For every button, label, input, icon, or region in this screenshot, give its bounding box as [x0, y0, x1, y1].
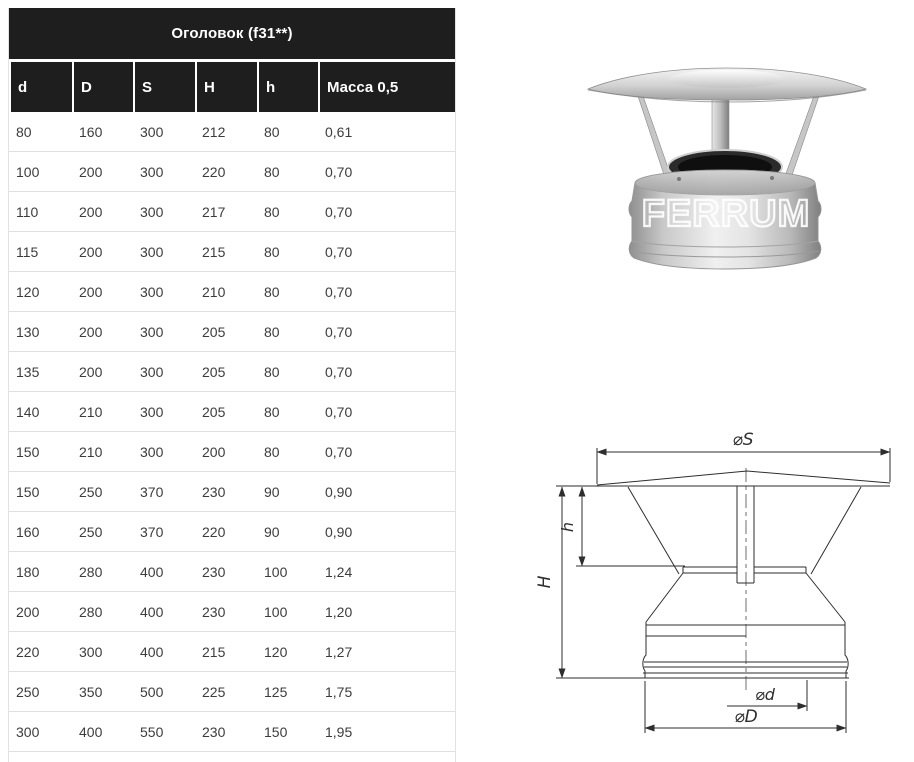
table-row: [9, 152, 455, 192]
table-row: [9, 472, 455, 512]
spec-cell-mass: 0,70: [318, 312, 455, 352]
spec-table-region: [8, 8, 456, 762]
spec-table: [9, 8, 455, 752]
drum-top-rim: [635, 170, 815, 195]
column-header: h: [257, 62, 318, 112]
table-row: [9, 112, 455, 152]
spec-cell-H: 205: [195, 352, 257, 392]
column-header: d: [9, 62, 72, 112]
dim-label-h: h: [558, 521, 577, 533]
spec-cell-h: 125: [257, 672, 318, 712]
spec-cell-H: 230: [195, 712, 257, 752]
body-shoulders: [646, 573, 845, 622]
spec-cell-d: 180: [9, 552, 72, 592]
spec-cell-mass: 1,75: [318, 672, 455, 712]
table-row: [9, 672, 455, 712]
spec-cell-D: 210: [72, 392, 133, 432]
spec-cell-D: 280: [72, 552, 133, 592]
cap-dome-highlight: [669, 70, 785, 88]
spec-cell-D: 200: [72, 232, 133, 272]
spec-cell-mass: 1,24: [318, 552, 455, 592]
table-row: [9, 192, 455, 232]
cone-left-line: [628, 487, 679, 574]
spec-cell-S: 400: [133, 632, 195, 672]
spec-cell-h: 80: [257, 192, 318, 232]
spec-cell-h: 80: [257, 432, 318, 472]
cone-right-line: [811, 487, 861, 574]
spec-cell-S: 300: [133, 392, 195, 432]
table-row: [9, 592, 455, 632]
spec-cell-H: 200: [195, 432, 257, 472]
spec-cell-D: 200: [72, 352, 133, 392]
column-header: S: [133, 62, 195, 112]
spec-cell-mass: 0,70: [318, 392, 455, 432]
spec-cell-d: 115: [9, 232, 72, 272]
spec-cell-H: 230: [195, 552, 257, 592]
dim-label-d: ⌀d: [755, 685, 775, 704]
spec-cell-d: 150: [9, 472, 72, 512]
spec-cell-S: 300: [133, 152, 195, 192]
table-row: [9, 712, 455, 752]
spec-cell-h: 80: [257, 352, 318, 392]
spec-cell-D: 250: [72, 472, 133, 512]
spec-cell-mass: 0,90: [318, 512, 455, 552]
dimension-diagram: [530, 415, 914, 762]
spec-table-head: [9, 8, 455, 112]
spec-cell-h: 80: [257, 152, 318, 192]
body-right-side: [845, 622, 848, 678]
spec-cell-h: 80: [257, 272, 318, 312]
spec-cell-mass: 0,61: [318, 112, 455, 152]
product-photo: [580, 55, 880, 275]
spec-cell-S: 300: [133, 232, 195, 272]
spec-cell-mass: 0,70: [318, 192, 455, 232]
spec-cell-h: 100: [257, 592, 318, 632]
spec-cell-mass: 1,20: [318, 592, 455, 632]
table-title: Оголовок (f31**): [9, 8, 455, 62]
spec-cell-H: 205: [195, 392, 257, 432]
spec-cell-H: 205: [195, 312, 257, 352]
dim-s-extensions: [597, 448, 890, 484]
spec-cell-D: 200: [72, 192, 133, 232]
spec-cell-d: 220: [9, 632, 72, 672]
spec-table-body: [9, 112, 455, 752]
spec-cell-d: 300: [9, 712, 72, 752]
rim-bolt-left: [677, 177, 681, 181]
spec-cell-h: 80: [257, 232, 318, 272]
spec-cell-h: 100: [257, 552, 318, 592]
spec-cell-S: 500: [133, 672, 195, 712]
table-title-row: [9, 8, 455, 62]
spec-cell-S: 400: [133, 592, 195, 632]
spec-cell-d: 250: [9, 672, 72, 712]
spec-cell-d: 100: [9, 152, 72, 192]
spec-cell-mass: 0,90: [318, 472, 455, 512]
spec-cell-mass: 0,70: [318, 272, 455, 312]
spec-cell-D: 350: [72, 672, 133, 712]
table-row: [9, 632, 455, 672]
spec-cell-H: 212: [195, 112, 257, 152]
dim-H-extensions: [556, 486, 642, 678]
spec-cell-d: 120: [9, 272, 72, 312]
column-header-row: [9, 62, 455, 112]
spec-cell-S: 300: [133, 352, 195, 392]
spec-cell-S: 370: [133, 512, 195, 552]
spec-cell-D: 300: [72, 632, 133, 672]
table-row: [9, 432, 455, 472]
spec-cell-H: 230: [195, 592, 257, 632]
spec-cell-H: 230: [195, 472, 257, 512]
column-header: D: [72, 62, 133, 112]
spec-cell-S: 550: [133, 712, 195, 752]
table-row: [9, 232, 455, 272]
spec-cell-mass: 0,70: [318, 152, 455, 192]
spec-cell-d: 200: [9, 592, 72, 632]
table-row: [9, 272, 455, 312]
spec-cell-D: 200: [72, 312, 133, 352]
spec-cell-S: 400: [133, 552, 195, 592]
column-header: Масса 0,5: [318, 62, 455, 112]
spec-cell-H: 210: [195, 272, 257, 312]
strut-left-shape: [637, 93, 673, 184]
spec-cell-D: 200: [72, 152, 133, 192]
spec-cell-H: 217: [195, 192, 257, 232]
spec-cell-D: 210: [72, 432, 133, 472]
table-row: [9, 312, 455, 352]
spec-cell-S: 300: [133, 192, 195, 232]
spec-cell-H: 220: [195, 152, 257, 192]
spec-cell-H: 215: [195, 232, 257, 272]
spec-cell-d: 160: [9, 512, 72, 552]
spec-cell-h: 90: [257, 512, 318, 552]
spec-cell-S: 300: [133, 112, 195, 152]
spec-cell-S: 300: [133, 312, 195, 352]
spec-cell-mass: 1,95: [318, 712, 455, 752]
spec-cell-mass: 0,70: [318, 232, 455, 272]
dim-label-D: ⌀D: [734, 707, 758, 727]
table-row: [9, 512, 455, 552]
spec-cell-S: 300: [133, 272, 195, 312]
tube-outline: [737, 486, 754, 583]
dim-label-s: ⌀S: [732, 430, 754, 450]
spec-cell-D: 250: [72, 512, 133, 552]
spec-cell-D: 280: [72, 592, 133, 632]
spec-cell-D: 200: [72, 272, 133, 312]
spec-cell-mass: 0,70: [318, 352, 455, 392]
spec-cell-h: 150: [257, 712, 318, 752]
strut-right-shape: [784, 93, 820, 181]
cap-outline: [597, 471, 890, 485]
spec-cell-h: 90: [257, 472, 318, 512]
spec-cell-H: 215: [195, 632, 257, 672]
body-left-side: [643, 622, 646, 678]
spec-cell-h: 80: [257, 392, 318, 432]
table-row: [9, 392, 455, 432]
spec-cell-d: 130: [9, 312, 72, 352]
rim-bolt-right: [770, 176, 774, 180]
dim-label-H: H: [535, 575, 555, 589]
spec-cell-D: 400: [72, 712, 133, 752]
table-row: [9, 352, 455, 392]
spec-cell-S: 300: [133, 432, 195, 472]
spec-cell-H: 220: [195, 512, 257, 552]
table-row: [9, 552, 455, 592]
spec-cell-h: 80: [257, 312, 318, 352]
spec-cell-h: 120: [257, 632, 318, 672]
spec-cell-d: 80: [9, 112, 72, 152]
spec-cell-d: 135: [9, 352, 72, 392]
spec-cell-d: 150: [9, 432, 72, 472]
spec-cell-h: 80: [257, 112, 318, 152]
spec-cell-d: 140: [9, 392, 72, 432]
spec-cell-S: 370: [133, 472, 195, 512]
spec-cell-mass: 0,70: [318, 432, 455, 472]
body-rim-outline: [683, 567, 806, 573]
brand-watermark: FERRUM: [641, 193, 811, 235]
spec-cell-D: 160: [72, 112, 133, 152]
spec-cell-mass: 1,27: [318, 632, 455, 672]
column-header: H: [195, 62, 257, 112]
spec-cell-d: 110: [9, 192, 72, 232]
spec-cell-H: 225: [195, 672, 257, 712]
body-seams: [642, 625, 849, 678]
